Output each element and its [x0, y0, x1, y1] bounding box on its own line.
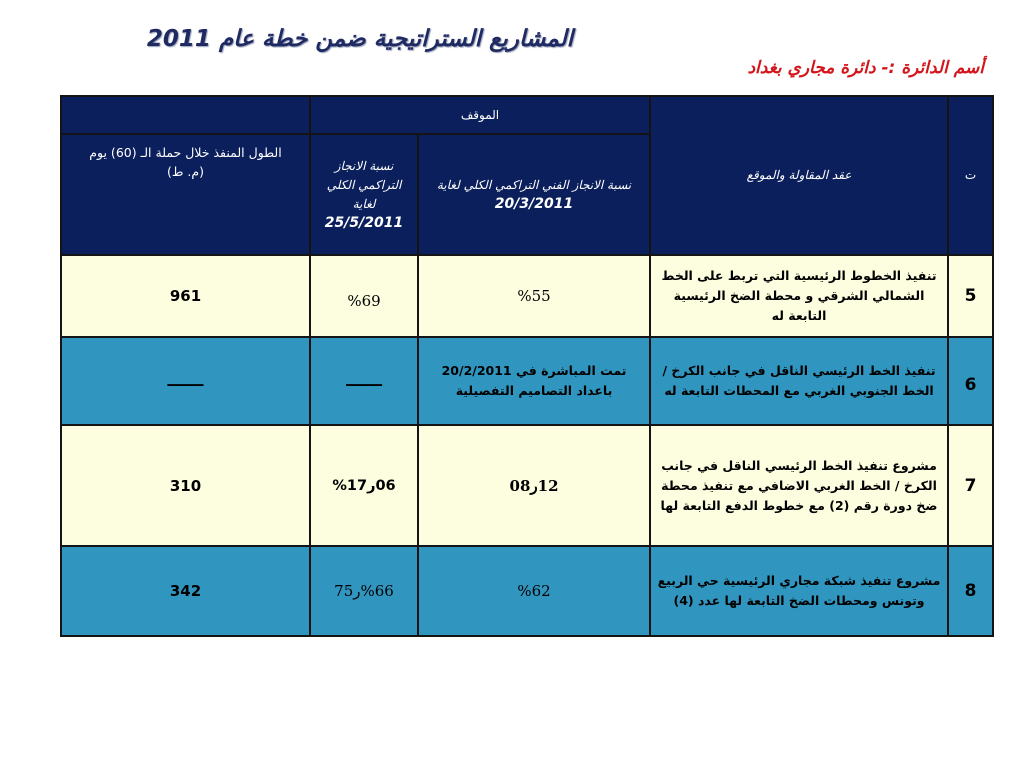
row-length: 961 [61, 255, 310, 337]
department-label: أسم الدائرة :- دائرة مجاري بغداد [747, 58, 984, 78]
row-description: مشروع تنفيذ الخط الرئيسي الناقل في جانب الكرخ / الخط الغربي الاضافي مع تنفيذ محطة ضخ دورة رقم (2) مع خطوط الدفع التابعة لها [650, 425, 948, 546]
row-length: 342 [61, 546, 310, 636]
header-seq: ت [948, 96, 993, 255]
header-cumulative-progress [310, 134, 418, 255]
row-technical-progress: 12ر08 [418, 425, 650, 546]
header-blank [61, 96, 310, 134]
row-seq: 7 [948, 425, 993, 546]
row-length: ـــــــ [61, 337, 310, 425]
table-row [61, 546, 993, 636]
header-row-1 [61, 96, 993, 134]
row-cumulative-progress: %66ر75 [310, 546, 418, 636]
row-cumulative-progress: %69 [310, 255, 418, 337]
table-row [61, 255, 993, 337]
header-cumulative-progress-label: نسبة الانجاز التراكمي الكلي لغاية [326, 158, 402, 211]
header-length-line1: الطول المنفذ خلال حملة الـ (60) يوم [89, 145, 282, 160]
row-length: 310 [61, 425, 310, 546]
projects-table [60, 95, 994, 637]
header-cumulative-progress-date: 25/5/2011 [324, 214, 404, 231]
row-description: مشروع تنفيذ شبكة مجاري الرئيسية حي الربيع وتونس ومحطات الضخ التابعة لها عدد (4) [650, 546, 948, 636]
page-title: المشاريع الستراتيجية ضمن خطة عام 2011 [146, 26, 574, 52]
row-description: تنفيذ الخطوط الرئيسية التي تربط على الخط الشمالي الشرقي و محطة الضخ الرئيسية التابعة له [650, 255, 948, 337]
table-row [61, 337, 993, 425]
header-technical-progress-label: نسبة الانجاز الفني التراكمي الكلي لغاية [436, 177, 632, 192]
header-contract: عقد المقاولة والموقع [650, 96, 948, 255]
row-description: تنفيذ الخط الرئيسي الناقل في جانب الكرخ / الخط الجنوبي الغربي مع المحطات التابعة له [650, 337, 948, 425]
row-seq: 5 [948, 255, 993, 337]
header-length-line2: (م. ط) [167, 164, 204, 179]
row-seq: 6 [948, 337, 993, 425]
row-seq: 8 [948, 546, 993, 636]
row-technical-progress: تمت المباشرة في 20/2/2011 باعداد التصاميم التفصيلية [418, 337, 650, 425]
row-cumulative-progress: ـــــــ [310, 337, 418, 425]
header-length [61, 134, 310, 255]
header-technical-progress [418, 134, 650, 255]
table-row [61, 425, 993, 546]
row-technical-progress: %62 [418, 546, 650, 636]
header-status-group: الموقف [310, 96, 650, 134]
header-technical-progress-date: 20/3/2011 [494, 195, 574, 212]
row-technical-progress: %55 [418, 255, 650, 337]
row-cumulative-progress: 06ر17% [310, 425, 418, 546]
